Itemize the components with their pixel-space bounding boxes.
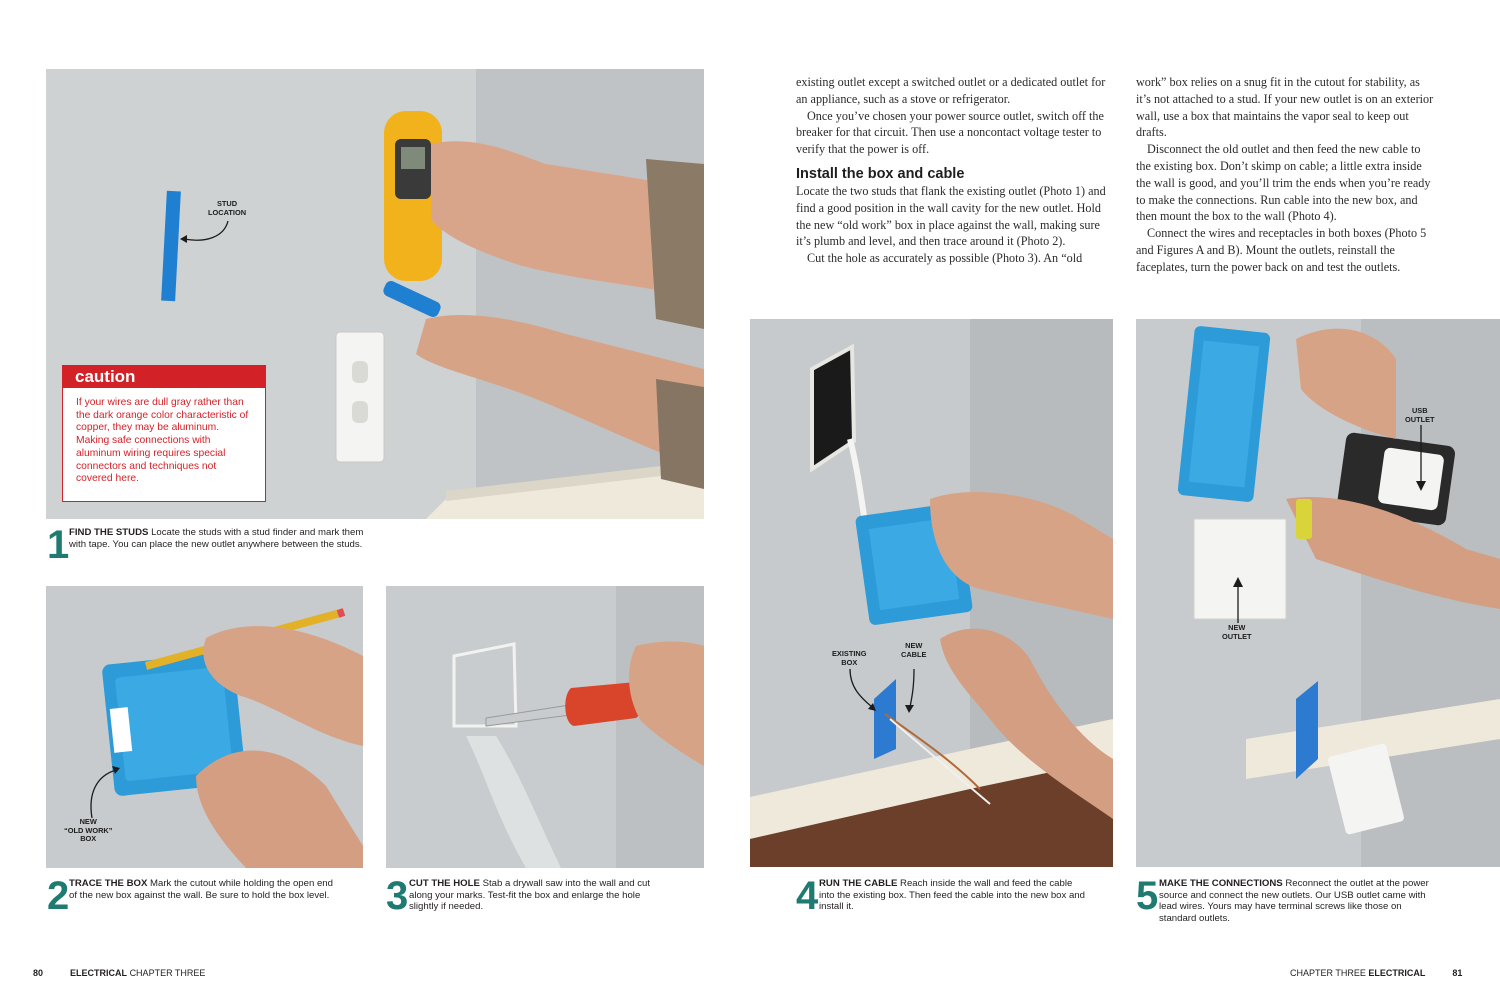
step-4-title: RUN THE CABLE bbox=[819, 878, 898, 889]
col-a-para-3: Locate the two studs that flank the existing outlet (Photo 1) and find a good position in the wall cavity for the new outlet. Hold the new “old work” box in place against the wall, making sure it’s plumb and level, and then trace around it (Photo 2). bbox=[796, 183, 1106, 249]
step-1-number: 1 bbox=[47, 523, 70, 567]
new-outlet-label: NEW OUTLET bbox=[1222, 623, 1252, 641]
footer-left bbox=[33, 967, 205, 979]
col-a-para-1: existing outlet except a switched outlet or a dedicated outlet for an appliance, such as a stove or refrigerator. bbox=[796, 75, 1106, 106]
footer-right bbox=[1290, 967, 1462, 979]
body-column-b bbox=[1136, 74, 1436, 276]
photo-cut-hole-scene bbox=[386, 586, 704, 868]
col-b-para-3: Connect the wires and receptacles in both boxes (Photo 5 and Figures A and B). Mount the outlets, reinstall the faceplates, turn the power back on and test the outlets. bbox=[1136, 226, 1427, 274]
new-old-work-box-label: NEW “OLD WORK” BOX bbox=[64, 817, 113, 844]
stud-location-arrow bbox=[176, 219, 236, 249]
col-b-para-1: work” box relies on a snug fit in the cutout for stability, as it’s not attached to a stud. If your new outlet is on an exterior wall, use a box that maintains the vapor seal to keep out drafts. bbox=[1136, 75, 1434, 140]
footer-left-section: ELECTRICAL bbox=[70, 968, 128, 978]
step-3-number: 3 bbox=[386, 874, 409, 918]
footer-right-chapter: CHAPTER THREE bbox=[1290, 968, 1366, 978]
step-5-text: Reconnect the outlet at the power source and connect the new outlets. Our USB outlet came with lead wires. Yours may have terminal screws like those on standard outlets. bbox=[1159, 878, 1429, 924]
step-4-caption bbox=[796, 876, 1096, 916]
photo-make-connections-scene bbox=[1136, 319, 1500, 867]
col-a-para-4: Cut the hole as accurately as possible (Photo 3). An “old bbox=[807, 251, 1083, 266]
step-4-number: 4 bbox=[796, 874, 819, 918]
footer-right-section: ELECTRICAL bbox=[1368, 968, 1426, 978]
step-1-caption bbox=[47, 525, 367, 565]
photo-find-studs bbox=[46, 69, 704, 519]
step-3-title: CUT THE HOLE bbox=[409, 878, 480, 889]
step-4-text: Reach inside the wall and feed the cable into the existing box. Then feed the cable into the new box and install it. bbox=[819, 878, 1085, 913]
photo-cut-hole bbox=[386, 586, 704, 868]
step-1-title: FIND THE STUDS bbox=[69, 527, 149, 538]
cable-label-arrows bbox=[842, 667, 932, 717]
usb-outlet-label: USB OUTLET bbox=[1405, 406, 1435, 424]
footer-left-chapter: CHAPTER THREE bbox=[129, 968, 206, 978]
page-number-left: 80 bbox=[33, 968, 44, 978]
step-5-number: 5 bbox=[1136, 874, 1159, 918]
step-3-caption bbox=[386, 876, 686, 916]
stud-location-label: STUD LOCATION bbox=[208, 199, 247, 217]
page-number-right: 81 bbox=[1452, 968, 1463, 978]
step-2-title: TRACE THE BOX bbox=[69, 878, 148, 889]
photo-run-cable bbox=[750, 319, 1113, 867]
caution-title: caution bbox=[63, 366, 265, 388]
step-1-text: Locate the studs with a stud finder and mark them with tape. You can place the new outlet anywhere between the studs. bbox=[69, 527, 364, 550]
usb-outlet-arrow bbox=[1406, 423, 1436, 493]
new-box-arrow bbox=[84, 764, 124, 820]
section-heading: Install the box and cable bbox=[796, 165, 965, 182]
step-2-text: Mark the cutout while holding the open end of the new box against the wall. Be sure to hold the box level. bbox=[69, 878, 333, 901]
caution-body: If your wires are dull gray rather than the dark orange color characteristic of copper, they may be aluminum. Making safe connections with aluminum wiring requires special connectors and techniques not covered here. bbox=[76, 397, 249, 485]
body-column-a bbox=[796, 74, 1106, 267]
col-b-para-2: Disconnect the old outlet and then feed the new cable to the existing box. Don’t skimp on cable; a little extra inside the wall is good, and you’ll trim the ends when you’re ready to make the connections. Run cable into the new box, and then mount the box to the wall (Photo 4). bbox=[1136, 142, 1431, 224]
photo-trace-box bbox=[46, 586, 363, 868]
step-5-title: MAKE THE CONNECTIONS bbox=[1159, 878, 1283, 889]
step-2-caption bbox=[47, 876, 367, 916]
step-3-text: Stab a drywall saw into the wall and cut along your marks. Test-fit the box and enlarge the hole slightly if needed. bbox=[409, 878, 651, 913]
caution-box bbox=[62, 365, 266, 502]
col-a-para-2: Once you’ve chosen your power source outlet, switch off the breaker for that circuit. Then use a noncontact voltage tester to verify that the power is off. bbox=[796, 108, 1104, 157]
photo-make-connections bbox=[1136, 319, 1500, 867]
existing-box-label: EXISTING BOX bbox=[832, 649, 867, 667]
new-outlet-arrow bbox=[1223, 575, 1253, 625]
step-5-caption bbox=[1136, 876, 1436, 928]
step-2-number: 2 bbox=[47, 874, 70, 918]
new-cable-label: NEW CABLE bbox=[901, 641, 927, 659]
photo-run-cable-scene bbox=[750, 319, 1113, 867]
